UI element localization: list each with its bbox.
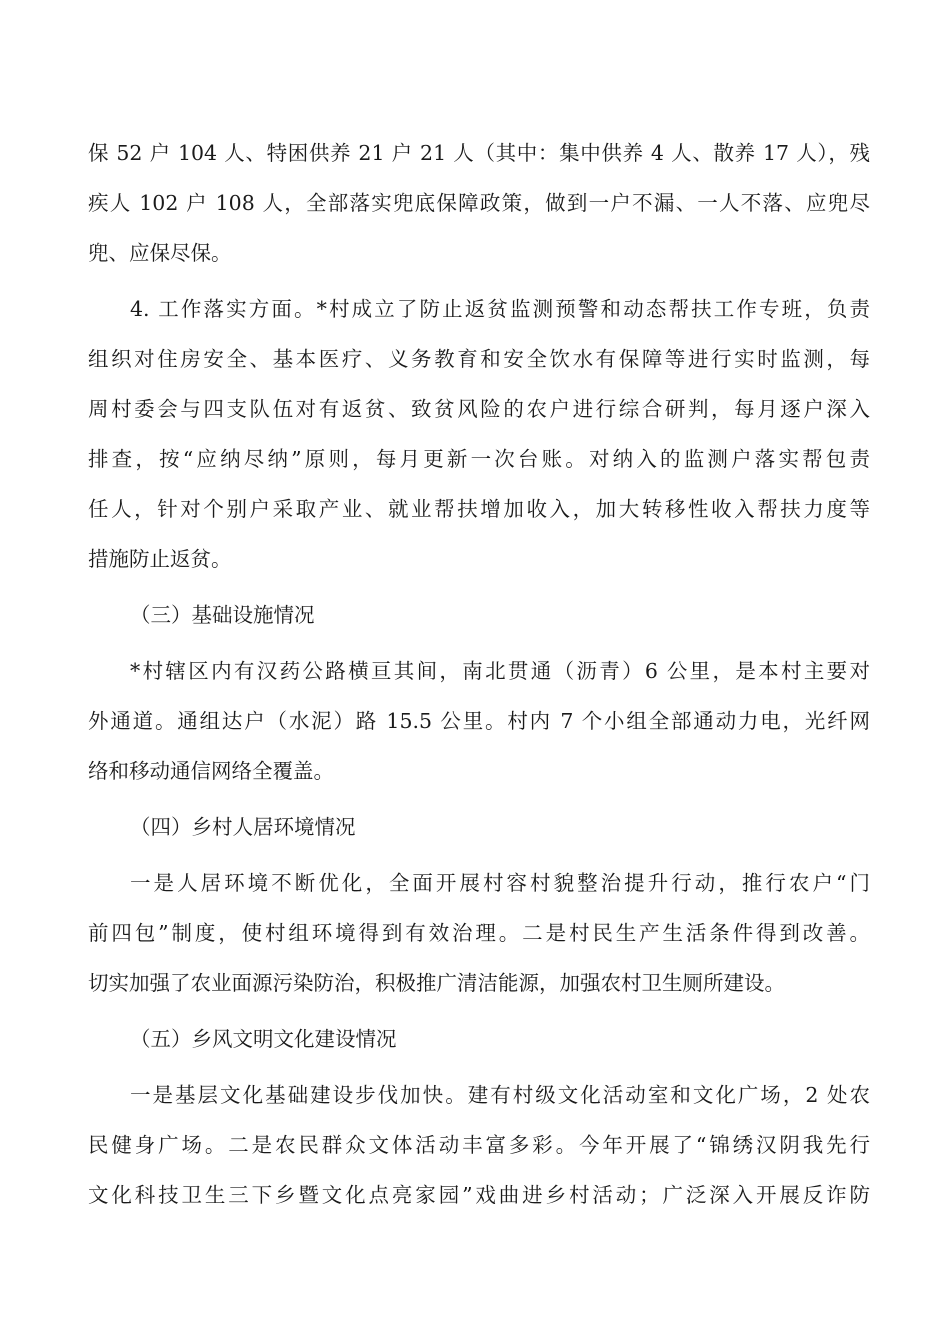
- body-paragraph: [88, 1070, 870, 1220]
- text-line: 周村委会与四支队伍对有返贫、致贫风险的农户进行综合研判，每月逐户深入: [88, 397, 870, 421]
- text-line: 民健身广场。二是农民群众文体活动丰富多彩。今年开展了“锦绣汉阴我先行: [88, 1133, 870, 1157]
- body-paragraph: [88, 646, 870, 796]
- text-line: 兜、应保尽保。: [88, 241, 232, 265]
- text-line: 排查，按“应纳尽纳”原则，每月更新一次台账。对纳入的监测户落实帮包责: [88, 447, 870, 471]
- text-line: （三）基础设施情况: [130, 603, 315, 627]
- text-line: （五）乡风文明文化建设情况: [130, 1027, 397, 1051]
- text-line: *村辖区内有汉药公路横亘其间，南北贯通（沥青）6 公里，是本村主要对: [130, 659, 870, 683]
- text-line: 保 52 户 104 人、特困供养 21 户 21 人（其中：集中供养 4 人、散养 17 人），残: [88, 141, 870, 165]
- body-paragraph: [88, 128, 870, 278]
- text-line: 络和移动通信网络全覆盖。: [88, 759, 334, 783]
- text-line: （四）乡村人居环境情况: [130, 815, 356, 839]
- text-line: 措施防止返贫。: [88, 547, 232, 571]
- body-paragraph: [88, 284, 870, 584]
- text-line: 外通道。通组达户（水泥）路 15.5 公里。村内 7 个小组全部通动力电，光纤网: [88, 709, 870, 733]
- body-paragraph: [88, 858, 870, 1008]
- text-line: 任人，针对个别户采取产业、就业帮扶增加收入，加大转移性收入帮扶力度等: [88, 497, 870, 521]
- section-heading: [88, 1014, 870, 1064]
- text-line: 文化科技卫生三下乡暨文化点亮家园”戏曲进乡村活动；广泛深入开展反诈防: [88, 1183, 870, 1207]
- text-line: 前四包”制度，使村组环境得到有效治理。二是村民生产生活条件得到改善。: [88, 921, 870, 945]
- text-line: 组织对住房安全、基本医疗、义务教育和安全饮水有保障等进行实时监测，每: [88, 347, 870, 371]
- text-line: 4. 工作落实方面。*村成立了防止返贫监测预警和动态帮扶工作专班，负责: [130, 297, 870, 321]
- section-heading: [88, 802, 870, 852]
- text-line: 疾人 102 户 108 人，全部落实兜底保障政策，做到一户不漏、一人不落、应兜尽: [88, 191, 870, 215]
- section-heading: [88, 590, 870, 640]
- text-line: 切实加强了农业面源污染防治，积极推广清洁能源，加强农村卫生厕所建设。: [88, 971, 785, 995]
- text-line: 一是基层文化基础建设步伐加快。建有村级文化活动室和文化广场，2 处农: [130, 1083, 870, 1107]
- text-line: 一是人居环境不断优化，全面开展村容村貌整治提升行动，推行农户“门: [130, 871, 870, 895]
- document-page: [88, 128, 870, 1220]
